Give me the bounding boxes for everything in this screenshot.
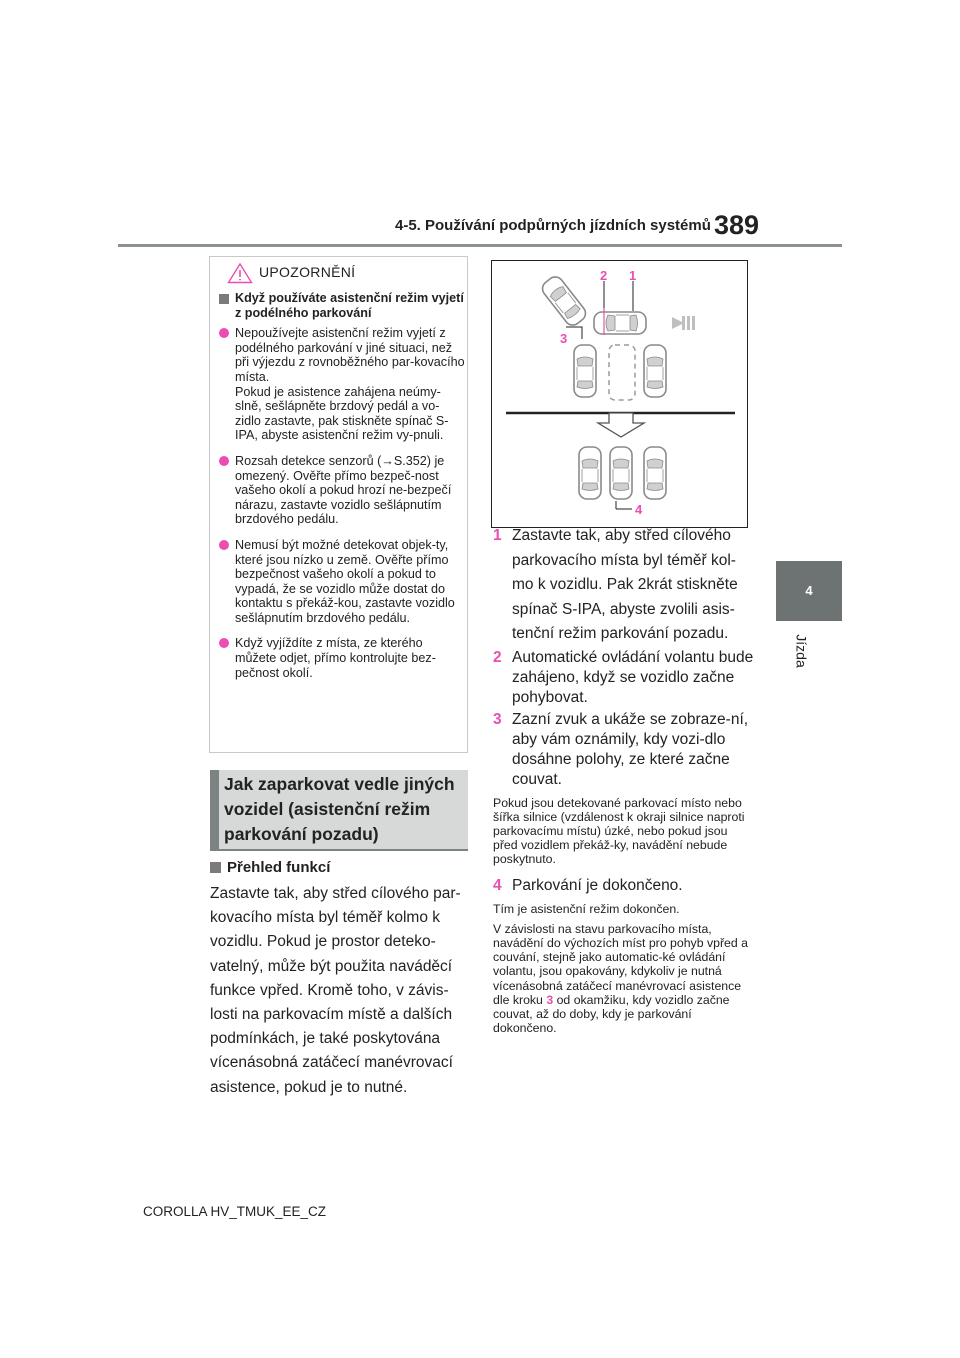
- chapter-label-text: Jízda: [793, 634, 810, 668]
- step-text: Zazní zvuk a ukáže se zobraze-ní, aby vám oznámily, kdy vozi-dlo dosáhne polohy, ze které začne couvat.: [512, 710, 749, 788]
- section-heading-rule: [210, 849, 468, 851]
- footer-code: COROLLA HV_TMUK_EE_CZ: [143, 1204, 327, 1219]
- parking-diagram: [491, 260, 748, 528]
- diagram-label: 1: [629, 268, 637, 283]
- chapter-label: [790, 627, 830, 679]
- step-item: [493, 524, 755, 647]
- step-text: Parkování je dokončeno.: [512, 876, 683, 894]
- warning-heading: Když používáte asistenční režim vyjetí z podélného parkování: [219, 291, 465, 320]
- down-arrow-icon: [598, 413, 644, 437]
- note: Pokud jsou detekované parkovací místo nebo šířka silnice (vzdálenost k okraji silnice naproti parkovacímu místu) úzké, nebo pokud jsou před vozidlem překáž-ky, navádění nebude poskytnuto.: [493, 795, 745, 867]
- warning-header: [210, 257, 467, 287]
- parked-car: [644, 345, 666, 397]
- parked-car-target: [610, 447, 632, 499]
- warning-bullet: Nepoužívejte asistenční režim vyjetí z podélného parkování v jiné situaci, než při výjezdu z rovnoběžného par-kovacího místa. Pokud je asistence zahájena neúmy-slně, sešlápněte brzdový pedál a vo-zidlo zastavte, pak stiskněte spínač S-IPA, abyste asistenční režim vy-pnuli.: [219, 326, 465, 443]
- subheading: Přehled funkcí: [210, 859, 330, 876]
- step-item: [493, 648, 755, 708]
- warning-box: [209, 256, 468, 753]
- section-header-title: 4-5. Používání podpůrných jízdních systémů: [395, 217, 711, 234]
- parking-diagram-svg: [492, 261, 747, 527]
- step-item: [493, 876, 755, 896]
- note-text: od okamžiku, kdy vozidlo začne couvat, až do doby, kdy je parkování dokončeno.: [493, 992, 730, 1036]
- parked-car: [574, 345, 596, 397]
- target-space: [609, 345, 635, 400]
- chapter-tab: 4: [776, 561, 842, 621]
- header-rule: [118, 244, 842, 247]
- step-number: 3: [493, 710, 502, 728]
- section-heading: Jak zaparkovat vedle jiných vozidel (asistenční režim parkování pozadu): [224, 774, 455, 844]
- parked-car: [644, 447, 666, 499]
- car-angled: [539, 274, 588, 329]
- warning-title: UPOZORNĚNÍ: [259, 264, 356, 280]
- step-number: 1: [493, 527, 502, 544]
- warning-body: [219, 291, 465, 691]
- note: [493, 922, 755, 1036]
- step-number: 4: [493, 876, 502, 894]
- diagram-label: 4: [635, 502, 643, 517]
- note-text: V závislosti na stavu parkovacího místa, navádění do výchozích míst pro pohyb vpřed a couvání, stejně jako automatic-ké ovládání volantu, jsou opakovány, kdykoliv je nutná vícenásobná zatáčecí manévrovací asistence dle kroku: [493, 921, 748, 1007]
- car-horizontal: [594, 312, 646, 334]
- diagram-label: 2: [600, 268, 608, 283]
- step-number: 2: [493, 648, 502, 666]
- overview-paragraph: Zastavte tak, aby střed cílového par-kovacího místa byl téměř kolmo k vozidlu. Pokud je prostor deteko-vatelný, může být použita naváděcí funkce vpřed. Kromě toho, v závis-losti na parkovacím místě a dalších podmínkách, je také poskytována vícenásobná zatáčecí manévrovací asistence, pokud je to nutné.: [210, 885, 461, 1096]
- warning-bullet: Nemusí být možné detekovat objek-ty, které jsou nízko u země. Ověřte přímo bezpečnost vašeho okolí a pokud to vypadá, že se vozidlo může dostat do kontaktu s překáž-kou, zastavte vozidlo sešlápnutím brzdového pedálu.: [219, 538, 465, 626]
- step-text: Automatické ovládání volantu bude zahájeno, když se vozidlo začne pohybovat.: [512, 648, 754, 706]
- step-text: Zastavte tak, aby střed cílového parkovacího místa byl téměř kol-mo k vozidlu. Pak 2krát stiskněte spínač S-IPA, abyste zvolili asis-tenční režim parkování pozadu.: [512, 527, 738, 642]
- warning-triangle-icon: [227, 262, 253, 284]
- warning-bullet: Když vyjíždíte z místa, ze kterého můžete odjet, přímo kontrolujte bez-pečnost okolí.: [219, 636, 465, 680]
- steps-list: [493, 524, 755, 1035]
- parked-car: [579, 447, 601, 499]
- step-item: [493, 710, 755, 790]
- section-heading-bar: [210, 770, 219, 850]
- page-number: 389: [714, 210, 760, 240]
- diagram-label: 3: [560, 331, 568, 346]
- warning-bullet: Rozsah detekce senzorů (→S.352) je omezený. Ověřte přímo bezpeč-nost vašeho okolí a pokud hrozí ne-bezpečí nárazu, zastavte vozidlo sešlápnutím brzdového pedálu.: [219, 454, 465, 527]
- note: Tím je asistenční režim dokončen.: [493, 901, 680, 916]
- step-reference: 3: [546, 992, 554, 1007]
